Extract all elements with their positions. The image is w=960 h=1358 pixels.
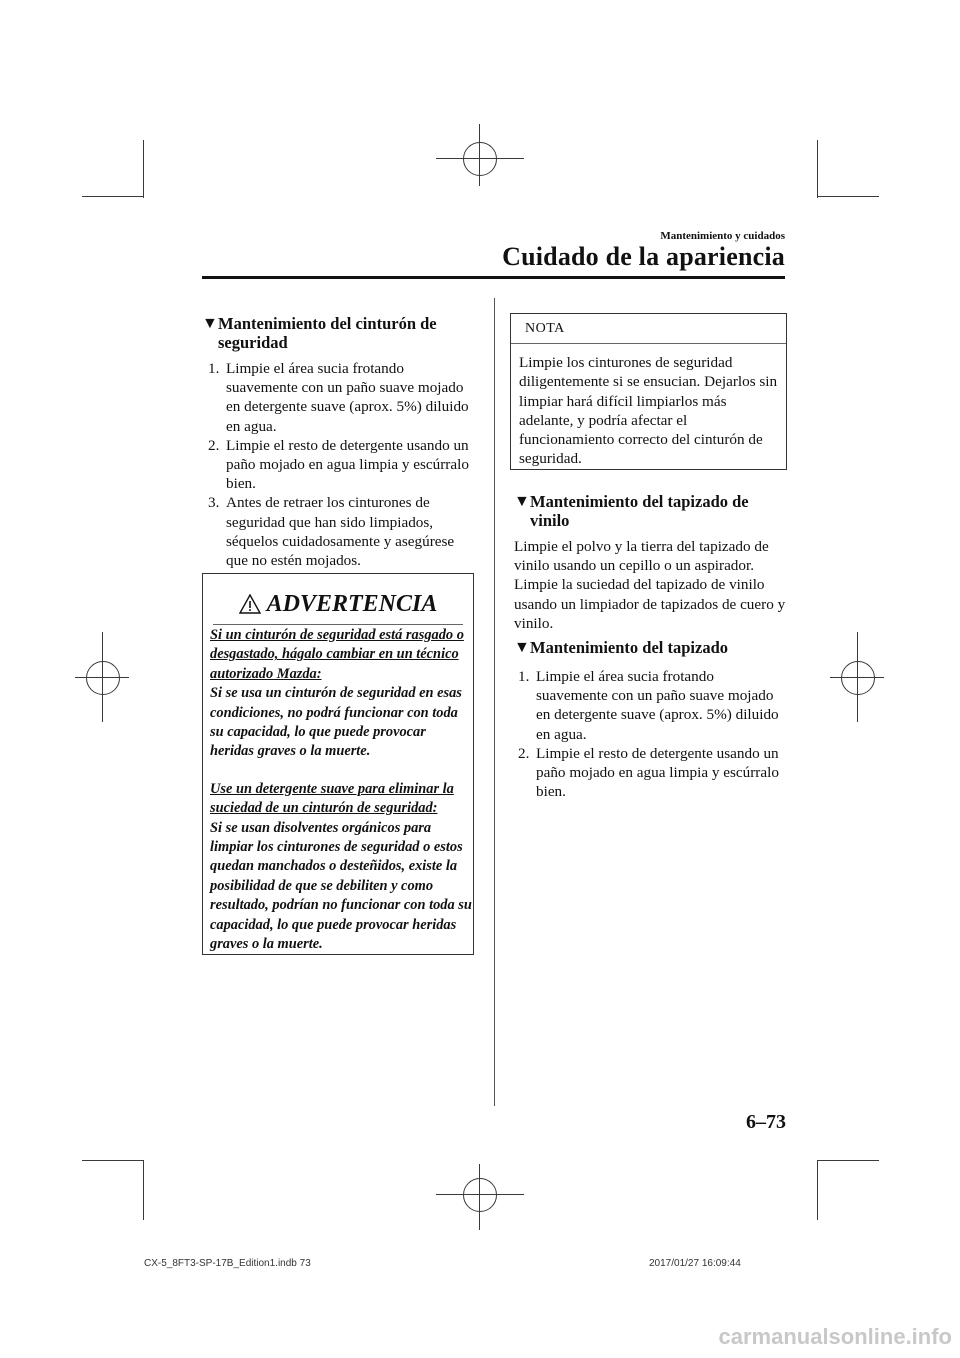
belt-heading: ▼ Mantenimiento del cinturón de seguridad — [202, 314, 437, 352]
warning-triangle-icon — [239, 594, 261, 614]
upholstery-steps — [512, 667, 788, 801]
header-rule — [202, 276, 785, 279]
footer-file: CX-5_8FT3-SP-17B_Edition1.indb 73 — [144, 1258, 311, 1269]
warning-header — [213, 584, 463, 625]
triangle-down-icon: ▼ — [202, 315, 218, 332]
warning-item-heading: Si un cinturón de seguridad está rasgado o desgastado, hágalo cambiar en un técnico autorizado Mazda: — [210, 627, 464, 682]
page-title: Cuidado de la apariencia — [502, 242, 785, 271]
warning-box — [202, 573, 474, 955]
warning-body — [210, 626, 472, 955]
watermark: carmanualsonline.info — [718, 1324, 952, 1349]
triangle-down-icon: ▼ — [514, 493, 530, 510]
warning-title: ADVERTENCIA — [266, 591, 438, 617]
list-item: 3. Antes de retraer los cinturones de seguridad que han sido limpiados, séquelos cuidadosamente y asegúrese que no estén mojados. — [208, 494, 455, 570]
vinyl-heading: ▼ Mantenimiento del tapizado de vinilo — [514, 492, 749, 530]
upholstery-heading: ▼ Mantenimiento del tapizado — [514, 638, 728, 657]
belt-steps — [202, 359, 478, 570]
section-name: Mantenimiento y cuidados — [660, 230, 785, 242]
list-item: 2. Limpie el resto de detergente usando un paño mojado en agua limpia y escúrralo bien. — [208, 436, 469, 493]
column-divider — [494, 298, 495, 1106]
note-text: Limpie los cinturones de seguridad diligentemente si se ensucian. Dejarlos sin limpiar hará difícil limpiarlos más adelante, y podría afectar el funcionamiento correcto del cinturón de seguridad. — [519, 354, 778, 468]
footer-timestamp: 2017/01/27 16:09:44 — [649, 1258, 741, 1269]
page-number: 6–73 — [746, 1111, 786, 1133]
warning-item-heading: Use un detergente suave para eliminar la suciedad de un cinturón de seguridad: — [210, 780, 454, 817]
warning-item-text: Si se usan disolventes orgánicos para limpiar los cinturones de seguridad o estos quedan manchados o desteñidos, existe la posibilidad de que se debiliten y como resultado, podrían no funcionar con toda su capacidad, lo que puede provocar heridas graves o la muerte. — [210, 819, 472, 953]
list-item: 1. Limpie el área sucia frotando suavemente con un paño suave mojado en detergente suave (aprox. 5%) diluido en agua. — [208, 360, 469, 435]
triangle-down-icon: ▼ — [514, 639, 530, 656]
list-item: 2. Limpie el resto de detergente usando un paño mojado en agua limpia y escúrralo bien. — [518, 744, 779, 801]
note-title: NOTA — [511, 314, 786, 344]
warning-item-text: Si se usa un cinturón de seguridad en esas condiciones, no podrá funcionar con toda su capacidad, lo que puede provocar heridas graves o la muerte. — [210, 685, 462, 760]
list-item: 1. Limpie el área sucia frotando suavemente con un paño suave mojado en detergente suave (aprox. 5%) diluido en agua. — [518, 668, 779, 743]
vinyl-text: Limpie el polvo y la tierra del tapizado de vinilo usando un cepillo o un aspirador. Limpie la suciedad del tapizado de vinilo usando un limpiador de tapizados de cuero y vinilo. — [514, 538, 786, 632]
note-box — [510, 313, 787, 470]
